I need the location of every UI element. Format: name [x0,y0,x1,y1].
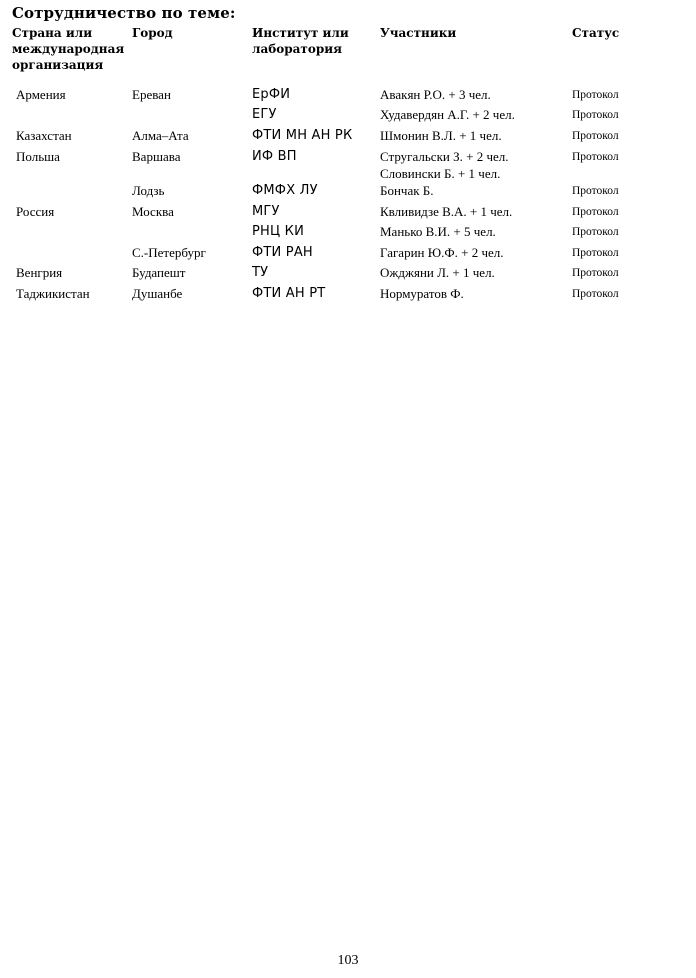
participant-line: Словински Б. + 1 чел. [380,166,501,181]
header-status: Статус [572,26,620,40]
participant-line: Авакян Р.О. + 3 чел. [380,87,491,102]
cell-country: Казахстан [16,128,72,143]
table-row [0,86,696,106]
cell-status: Протокол [572,89,619,101]
cell-status: Протокол [572,185,619,197]
cell-city: Душанбе [132,286,183,301]
cell-participants [380,223,496,240]
cell-institute: ЕрФИ [252,87,291,102]
cell-status: Протокол [572,288,619,300]
participant-line: Манько В.И. + 5 чел. [380,224,496,239]
participant-line: Нормуратов Ф. [380,286,464,301]
participant-line: Худавердян А.Г. + 2 чел. [380,107,515,122]
participant-line: Бончак Б. [380,183,434,198]
cell-country: Польша [16,149,60,164]
table-row [0,264,696,284]
header-participants: Участники [380,26,457,40]
cell-participants [380,244,504,261]
cell-status: Протокол [572,151,619,163]
cell-institute: ФМФХ ЛУ [252,183,318,198]
cell-institute: ФТИ МН АН РК [252,128,353,143]
cell-status: Протокол [572,109,619,121]
cell-country: Таджикистан [16,286,90,301]
table-row [0,203,696,223]
table-row [0,127,696,147]
header-institute [252,25,349,57]
participant-line: Шмонин В.Л. + 1 чел. [380,128,502,143]
table-row [0,244,696,264]
header-city: Город [132,26,173,40]
cell-status: Протокол [572,206,619,218]
cell-institute: ФТИ РАН [252,245,313,260]
participant-line: Квливидзе В.А. + 1 чел. [380,204,513,219]
cell-status: Протокол [572,226,619,238]
cell-city: Варшава [132,149,181,164]
participant-line: Гагарин Ю.Ф. + 2 чел. [380,245,504,260]
header-country-line-3: организация [12,58,104,72]
table-row [0,223,696,243]
cell-institute: ИФ ВП [252,149,297,164]
cell-city: Москва [132,204,174,219]
table-row [0,285,696,305]
cell-participants [380,127,502,144]
header-institute-line-1: Институт или [252,26,349,40]
header-country-line-1: Страна или [12,26,93,40]
cell-institute: ТУ [252,265,269,280]
cell-status: Протокол [572,267,619,279]
page-number: 103 [337,953,359,968]
cell-status: Протокол [572,130,619,142]
cell-country: Россия [16,204,55,219]
header-country [12,25,124,73]
cell-participants [380,182,434,199]
participant-line: Стругальски З. + 2 чел. [380,149,509,164]
cell-participants [380,264,495,281]
cell-participants [380,203,512,220]
cell-country: Армения [16,87,66,102]
participant-line: Ожджяни Л. + 1 чел. [380,265,495,280]
cell-city: Алма–Ата [132,128,189,143]
section-title: Сотрудничество по теме: [12,4,236,22]
cell-status: Протокол [572,247,619,259]
cell-city: С.-Петербург [132,245,206,260]
cell-city: Лодзь [132,183,165,198]
table-row [0,106,696,126]
table-row [0,182,696,202]
cell-participants [380,86,491,103]
cell-institute: ЕГУ [252,107,277,122]
header-country-line-2: международная [12,42,125,56]
cell-institute: МГУ [252,204,280,219]
cell-city: Ереван [132,87,171,102]
cell-country: Венгрия [16,265,63,280]
cell-participants [380,148,508,182]
header-institute-line-2: лаборатория [252,42,343,56]
table-row [0,148,696,181]
cell-city: Будапешт [132,265,186,280]
cell-institute: РНЦ КИ [252,224,304,239]
cell-institute: ФТИ АН РТ [252,286,326,301]
cell-participants [380,106,515,123]
cell-participants [380,285,464,302]
